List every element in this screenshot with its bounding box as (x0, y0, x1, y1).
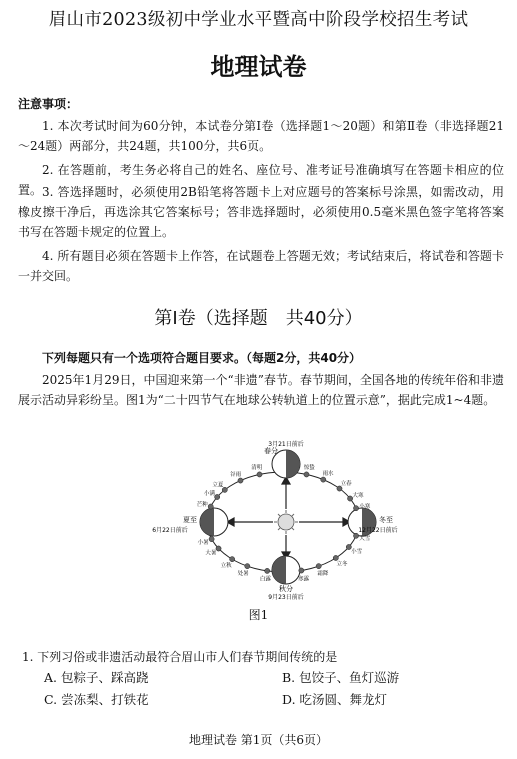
term-dot (304, 472, 309, 477)
term-label: 小雪 (351, 549, 363, 555)
term-dot (215, 494, 220, 499)
notice-item-3: 3. 答选择题时，必须使用2B铅笔将答题卡上对应题号的答案标号涂黑，如需改动，用橡皮擦干净后，再选涂其它答案标号；答非选择题时，必须使用0.5毫米黑色签字笔将答案书写在答题卡规定的位置上。 (18, 185, 504, 239)
earth-autumn-icon (272, 556, 300, 584)
term-dot (245, 564, 250, 569)
autumn-date-label: 9月23日前后 (268, 594, 304, 601)
spring-date-label: 3月21日前后 (268, 441, 304, 448)
section-instruction: 下列每题只有一个选项符合题目要求。（每题2分，共40分） (42, 351, 362, 365)
term-label: 清明 (251, 464, 263, 471)
question-stem: 1. 下列习俗或非遗活动最符合眉山市人们春节期间传统的是 (22, 650, 338, 664)
exam-title: 眉山市2023级初中学业水平暨高中阶段学校招生考试 (48, 10, 469, 30)
term-label: 寒露 (298, 576, 310, 583)
notice-item-1: 1. 本次考试时间为60分钟，本试卷分第Ⅰ卷（选择题1～20题）和第Ⅱ卷（非选择题21～24题）两部分，共24题，共100分，共6页。 (18, 119, 504, 153)
term-label: 芒种 (196, 502, 208, 509)
term-dot (209, 537, 214, 542)
term-dot (353, 506, 358, 511)
term-label: 立夏 (212, 482, 224, 489)
term-dot (299, 568, 304, 573)
term-label: 雨水 (322, 470, 334, 477)
term-label: 立春 (340, 481, 352, 488)
term-label: 立秋 (220, 563, 232, 570)
term-dot (230, 557, 235, 562)
page-footer: 地理试卷 第1页（共6页） (188, 733, 329, 747)
term-label: 白露 (259, 576, 271, 583)
option-b: B. 包饺子、鱼灯巡游 (282, 670, 400, 685)
section-title: 第Ⅰ卷（选择题 共40分） (154, 308, 363, 329)
term-label: 谷雨 (229, 471, 241, 478)
option-a: A. 包粽子、踩高跷 (44, 670, 149, 685)
term-label: 小暑 (197, 539, 209, 546)
summer-label: 夏至 (183, 516, 197, 524)
term-label: 立冬 (336, 561, 348, 568)
notice-item-2: 2. 在答题前，考生务必将自己的姓名、座位号、准考证号准确填写在答题卡相应的位置。 (18, 163, 504, 197)
winter-date-label: 12月22日前后 (358, 527, 398, 534)
spring-label: 春分 (264, 447, 278, 455)
term-label: 小满 (203, 491, 215, 497)
term-dot (257, 472, 262, 477)
term-dot (265, 568, 270, 573)
term-dot (316, 564, 321, 569)
subject-title: 地理试卷 (210, 53, 307, 81)
figure-caption: 图1 (248, 608, 269, 622)
term-dot (333, 555, 338, 560)
solar-terms-diagram (130, 440, 400, 602)
earth-summer-icon (200, 508, 228, 536)
term-dot (353, 533, 358, 538)
passage: 2025年1月29日，中国迎来第一个“非遗”春节。春节期间，全国各地的传统年俗和非遗展示活动异彩纷呈。图1为“二十四节气在地球公转轨道上的位置示意”，据此完成1~4题。 (18, 373, 504, 407)
summer-date-label: 6月22日前后 (152, 527, 188, 534)
term-label: 大暑 (205, 550, 217, 557)
option-d: D. 吃汤圆、舞龙灯 (282, 692, 388, 707)
winter-label: 冬至 (379, 516, 393, 524)
term-dot (216, 546, 221, 551)
term-label: 小寒 (359, 504, 371, 511)
term-label: 大寒 (352, 492, 364, 499)
sun-icon (274, 510, 298, 534)
notice-heading: 注意事项： (18, 97, 79, 111)
term-label: 霜降 (317, 571, 329, 578)
term-dot (321, 477, 326, 482)
autumn-label: 秋分 (279, 585, 293, 593)
term-dot (208, 504, 213, 509)
term-label: 大雪 (359, 535, 371, 542)
term-label: 处暑 (237, 571, 249, 578)
term-label: 惊蛰 (303, 464, 315, 471)
term-dot (238, 478, 243, 483)
notice-item-4: 4. 所有题目必须在答题卡上作答，在试题卷上答题无效；考试结束后，将试卷和答题卡一并交回。 (18, 249, 504, 283)
option-c: C. 尝冻梨、打铁花 (44, 692, 149, 707)
